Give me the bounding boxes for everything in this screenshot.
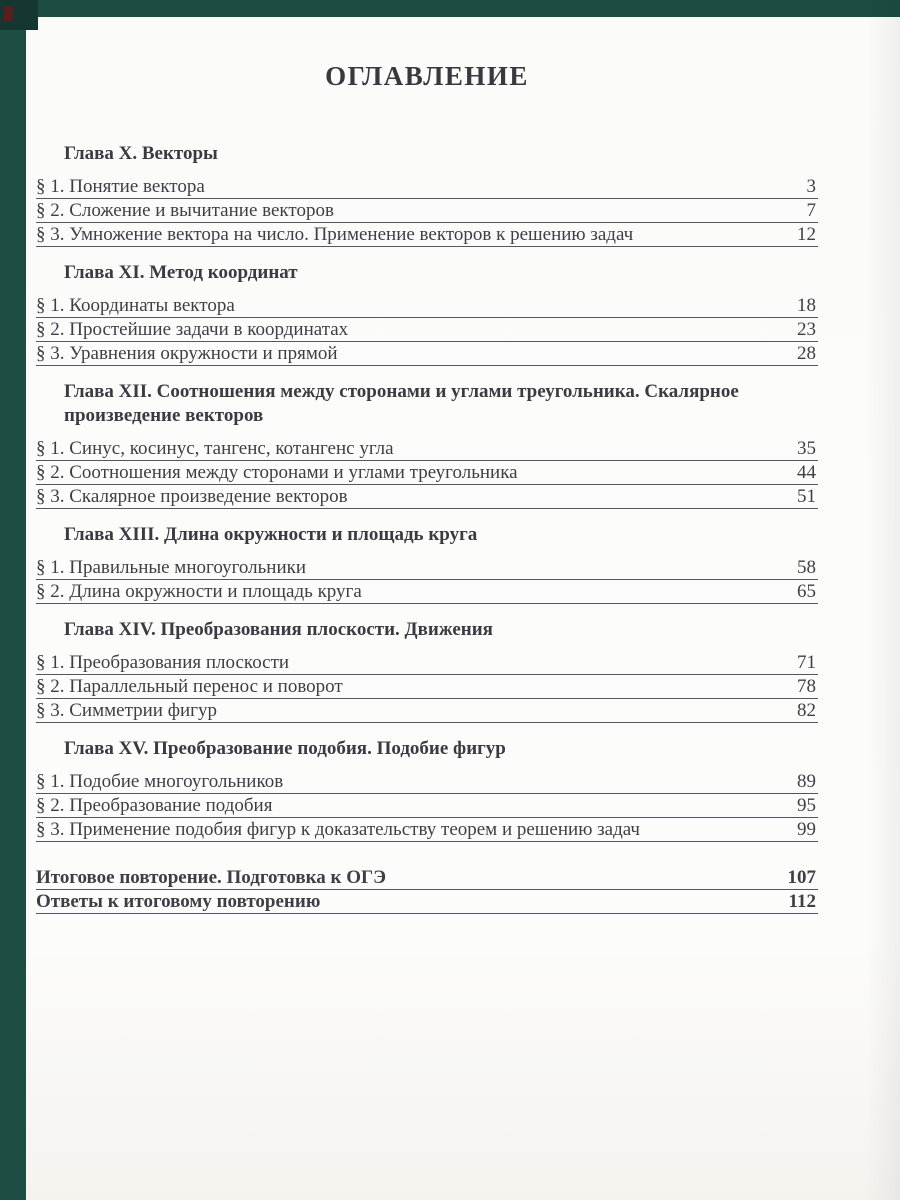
toc-entry-label: § 3. Умножение вектора на число. Применение векторов к решению задач [36, 224, 634, 245]
toc-entry-label: § 3. Скалярное произведение векторов [36, 486, 348, 507]
toc-entry-page-number: 78 [797, 676, 816, 697]
toc-entry-page-number: 107 [787, 867, 816, 888]
toc-entry [36, 796, 818, 818]
toc-entry-label: § 1. Правильные многоугольники [36, 557, 307, 578]
toc-entry [36, 677, 818, 699]
toc-entry [36, 225, 818, 247]
chapter-heading: Глава XV. Преобразование подобия. Подобие фигур [64, 738, 506, 759]
chapter-heading: Глава XIV. Преобразования плоскости. Движения [64, 619, 493, 640]
book-cover-corner-mark [4, 6, 13, 21]
toc-entry-label: § 2. Соотношения между сторонами и углами треугольника [36, 462, 518, 483]
toc-entry-page-number: 89 [797, 771, 816, 792]
toc-entry [36, 487, 818, 509]
toc-entry-page-number: 95 [797, 795, 816, 816]
toc-entry-page-number: 7 [806, 200, 816, 221]
toc-entry-label: § 1. Координаты вектора [36, 295, 235, 316]
toc-entry [36, 868, 818, 890]
toc-entry-page-number: 65 [797, 581, 816, 602]
toc-entry-page-number: 28 [797, 343, 816, 364]
toc-entry [36, 820, 818, 842]
toc-entry [36, 439, 818, 461]
toc-entry [36, 201, 818, 223]
toc-entry [36, 772, 818, 794]
toc-entry-label: § 2. Простейшие задачи в координатах [36, 319, 349, 340]
chapter-heading: Глава X. Векторы [64, 143, 218, 164]
toc-entry [36, 296, 818, 318]
toc-entry-label: § 2. Сложение и вычитание векторов [36, 200, 334, 221]
toc-entry-page-number: 44 [797, 462, 816, 483]
chapter-heading: Глава XII. Соотношения между сторонами и углами треугольника. Скалярное произведение векторов [64, 381, 739, 426]
page-title: ОГЛАВЛЕНИЕ [325, 61, 529, 91]
toc-entry-label: § 2. Параллельный перенос и поворот [36, 676, 343, 697]
toc-entry-page-number: 82 [797, 700, 816, 721]
toc-entry-label: § 1. Синус, косинус, тангенс, котангенс угла [36, 438, 394, 459]
toc-entry-page-number: 71 [797, 652, 816, 673]
toc-entry-page-number: 58 [797, 557, 816, 578]
toc-entry-page-number: 3 [806, 176, 816, 197]
book-cover-top-edge [0, 0, 900, 17]
toc-entry [36, 701, 818, 723]
page-edge-shadow [866, 0, 900, 1200]
toc-footer [36, 868, 818, 914]
toc-entry-label: § 3. Симметрии фигур [36, 700, 217, 721]
toc-entry [36, 344, 818, 366]
toc-entry-label: § 2. Преобразование подобия [36, 795, 273, 816]
toc-entry-label: § 3. Уравнения окружности и прямой [36, 343, 338, 364]
toc-entry-page-number: 51 [797, 486, 816, 507]
toc-entry [36, 653, 818, 675]
toc-entry-label: § 3. Применение подобия фигур к доказательству теорем и решению задач [36, 819, 640, 840]
toc-entry-page-number: 35 [797, 438, 816, 459]
chapter-heading: Глава XIII. Длина окружности и площадь круга [64, 524, 478, 545]
toc-entry-page-number: 99 [797, 819, 816, 840]
toc-entry [36, 558, 818, 580]
toc-sections [36, 142, 818, 842]
toc-page [36, 17, 818, 916]
toc-entry-label: § 1. Подобие многоугольников [36, 771, 284, 792]
toc-entry-page-number: 112 [788, 891, 816, 912]
toc-entry-page-number: 12 [797, 224, 816, 245]
toc-entry-label: Ответы к итоговому повторению [36, 891, 321, 912]
toc-entry [36, 463, 818, 485]
toc-section-chapter-11 [36, 261, 818, 366]
toc-entry-label: § 2. Длина окружности и площадь круга [36, 581, 362, 602]
toc-entry [36, 892, 818, 914]
toc-section-chapter-14 [36, 618, 818, 723]
toc-entry-page-number: 23 [797, 319, 816, 340]
book-cover-left-edge [0, 0, 26, 1200]
toc-entry [36, 320, 818, 342]
toc-section-chapter-15 [36, 737, 818, 842]
chapter-heading: Глава XI. Метод координат [64, 262, 298, 283]
toc-entry-page-number: 18 [797, 295, 816, 316]
toc-entry [36, 177, 818, 199]
toc-section-chapter-12 [36, 380, 818, 509]
toc-entry-label: Итоговое повторение. Подготовка к ОГЭ [36, 867, 387, 888]
toc-section-chapter-10 [36, 142, 818, 247]
toc-entry-label: § 1. Понятие вектора [36, 176, 205, 197]
toc-section-chapter-13 [36, 523, 818, 604]
toc-entry-label: § 1. Преобразования плоскости [36, 652, 290, 673]
toc-entry [36, 582, 818, 604]
